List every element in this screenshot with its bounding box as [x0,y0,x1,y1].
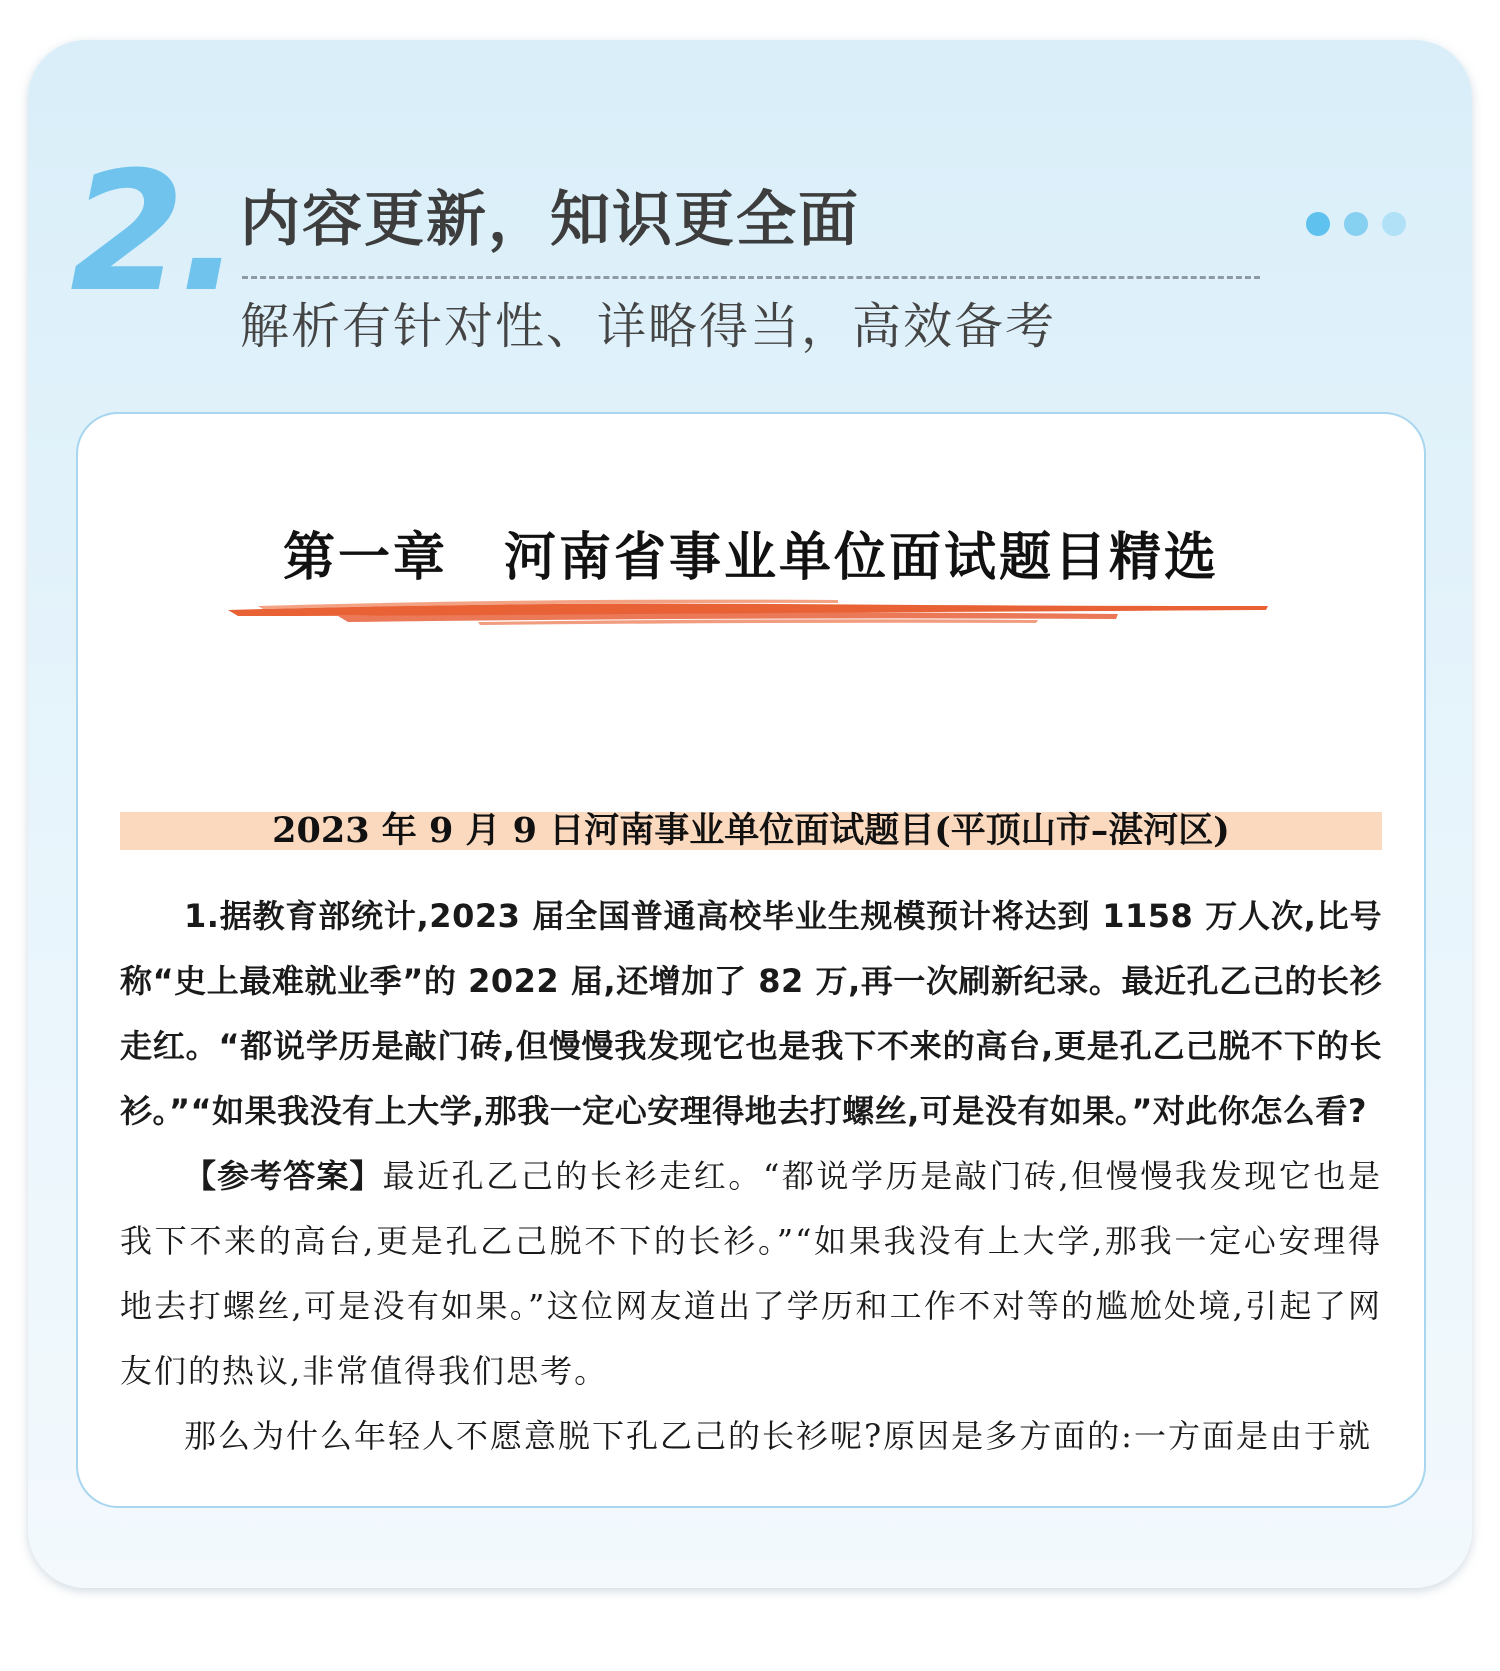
brush-stroke-underline [218,592,1278,632]
section-title: 2023 年 9 月 9 日河南事业单位面试题目(平顶山市–湛河区) [272,810,1230,851]
dot-icon [1344,212,1368,236]
answer-text: 最近孔乙己的长衫走红。“都说学历是敲门砖,但慢慢我发现它也是我下不来的高台,更是孔乙己脱不下的长衫。”“如果我没有上大学,那我一定心安理得地去打螺丝,可是没有如果。”这位网友道出了学历和工作不对等的尴尬处境,引起了网友们的热议,非常值得我们思考。 [120,1157,1382,1390]
book-page-preview [76,412,1426,1508]
chapter-label: 第一章 [282,528,448,588]
dot-icon [1306,212,1330,236]
dot-icon [1382,212,1406,236]
chapter-heading [78,528,1424,588]
question-paragraph: 1.据教育部统计,2023 届全国普通高校毕业生规模预计将达到 1158 万人次,比号称“史上最难就业季”的 2022 届,还增加了 82 万,再一次刷新纪录。最近孔乙己的长衫走红。“都说学历是敲门砖,但慢慢我发现它也是我下不来的高台,更是孔乙己脱不下的长衫。”“如果我没有上大学,那我一定心安理得地去打螺丝,可是没有如果。”对此你怎么看? [120,897,1382,1130]
dashed-divider [242,276,1260,279]
decorative-dots [1306,212,1406,236]
answer-paragraph [120,1144,1382,1404]
answer-label: 【参考答案】 [184,1157,383,1195]
section-banner [120,812,1382,850]
feature-title: 内容更新，知识更全面 [240,185,860,255]
feature-subtitle: 解析有针对性、详略得当，高效备考 [240,298,1057,355]
document-body [120,884,1382,1469]
section-number: 2. [70,136,236,328]
feature-panel [28,40,1472,1588]
answer-continued: 那么为什么年轻人不愿意脱下孔乙己的长衫呢?原因是多方面的:一方面是由于就 [184,1417,1372,1455]
chapter-title: 河南省事业单位面试题目精选 [504,528,1220,588]
